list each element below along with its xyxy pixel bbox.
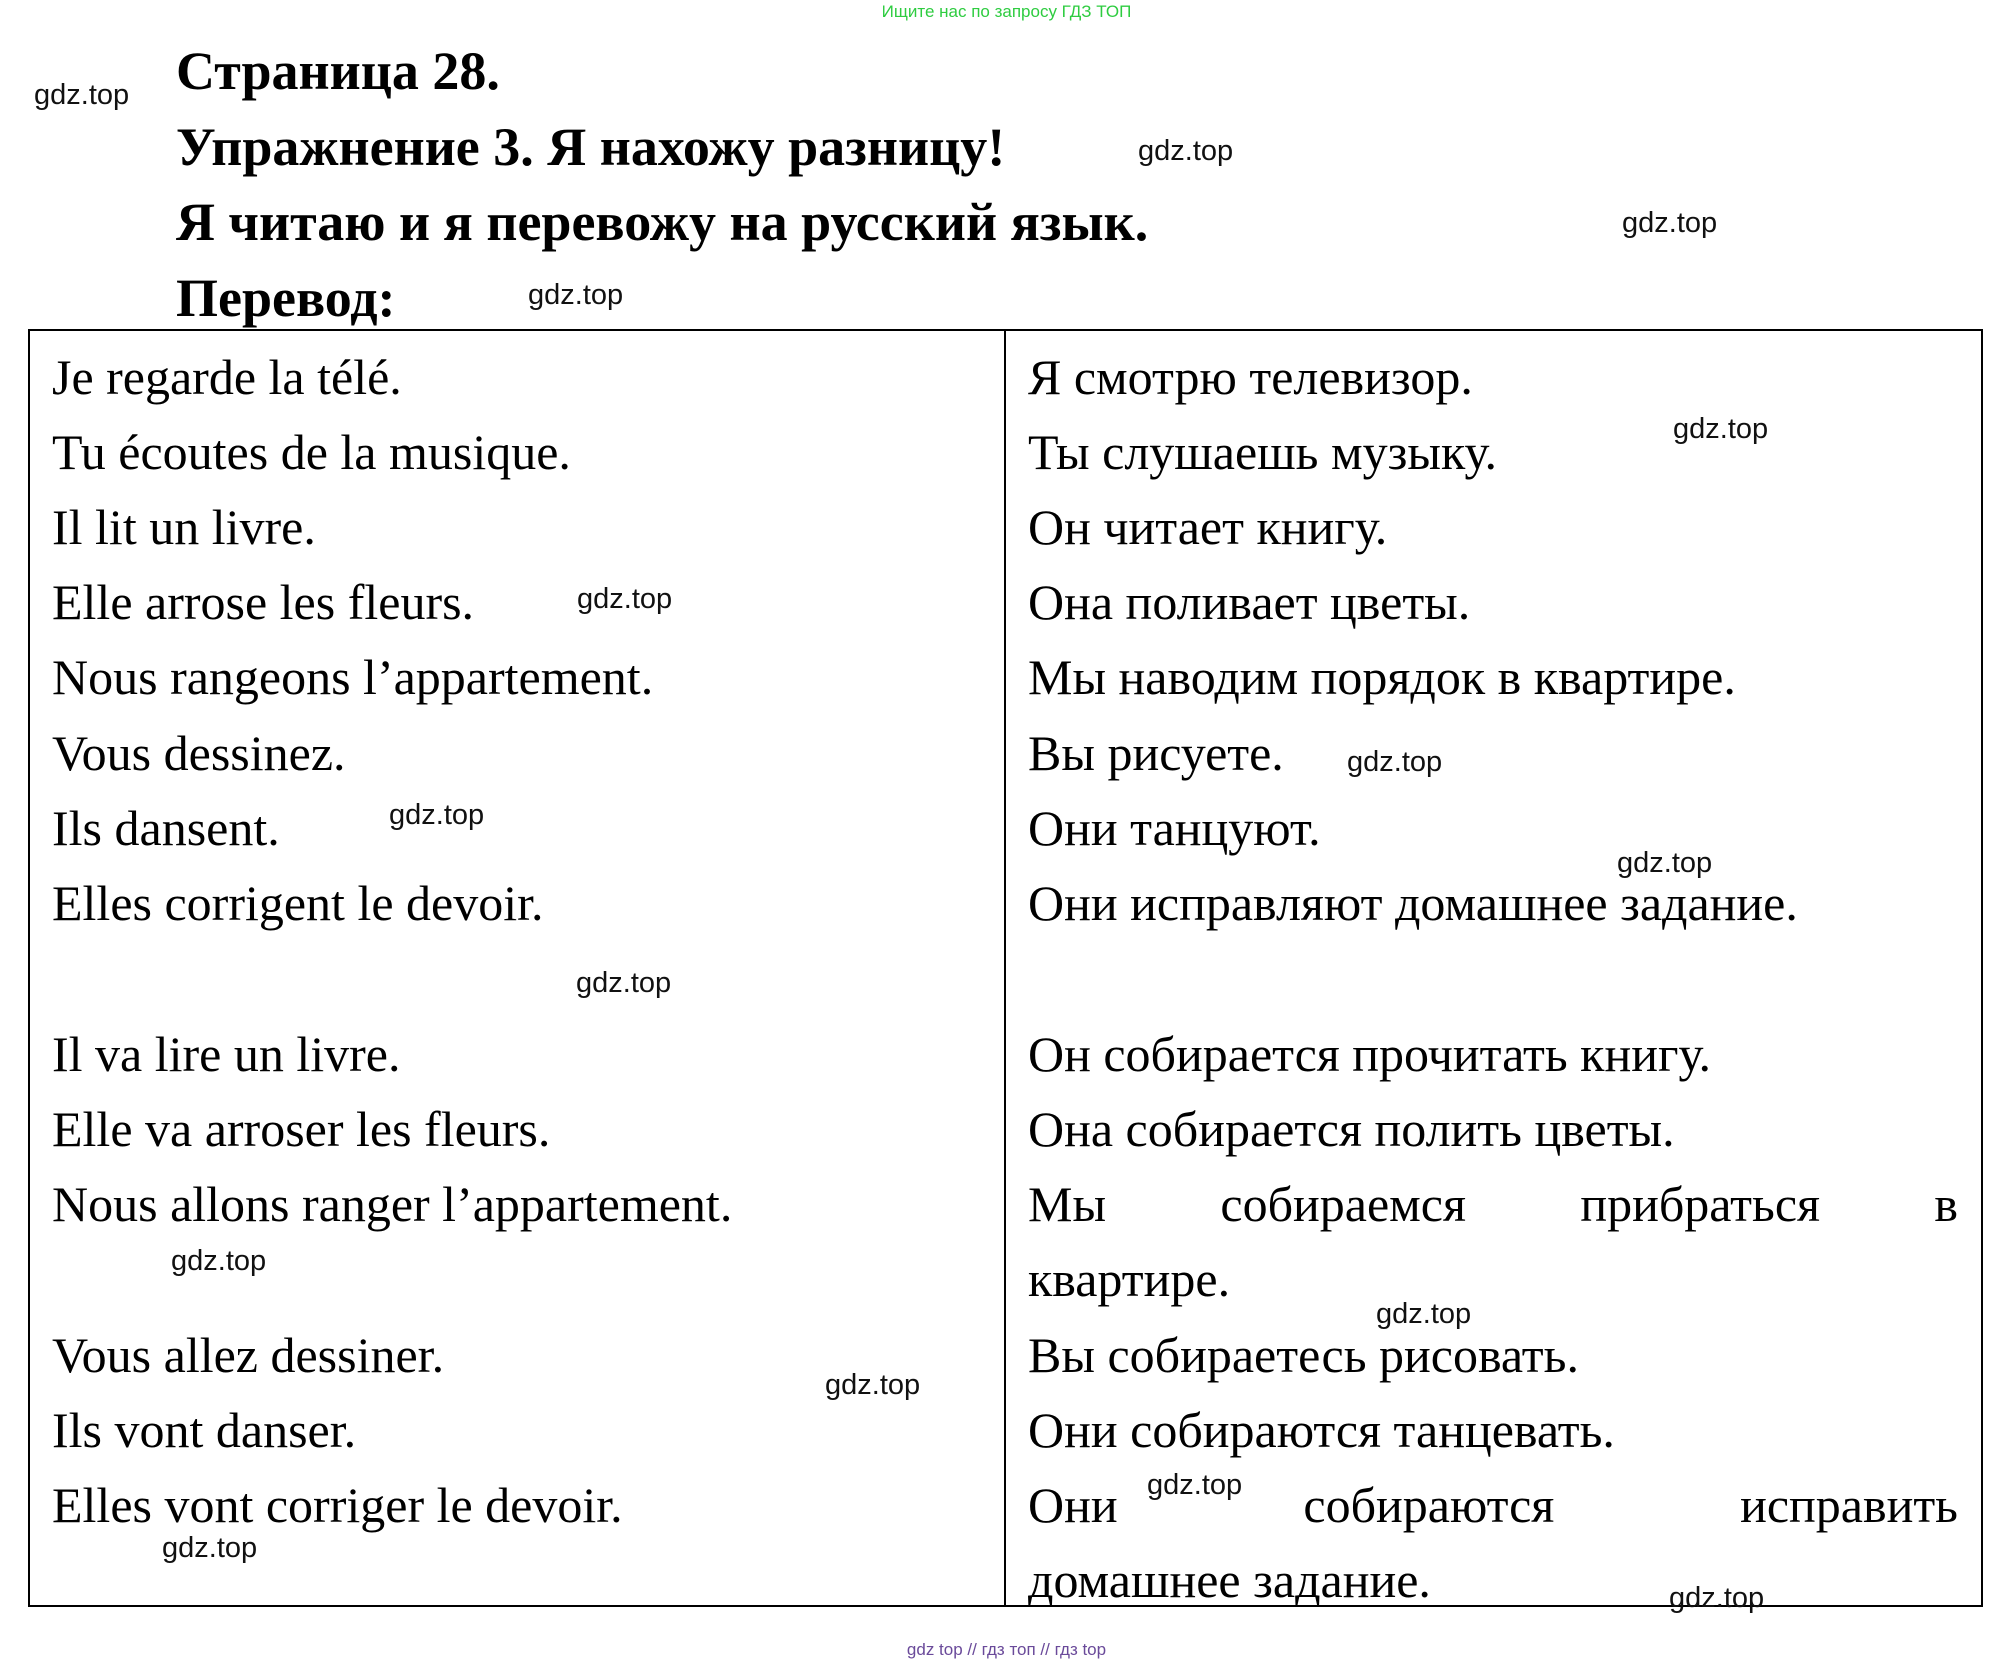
word: исправить — [1740, 1477, 1958, 1533]
french-line: Nous rangeons l’appartement. — [52, 649, 654, 705]
russian-line: Мы наводим порядок в квартире. — [1028, 649, 1736, 705]
russian-line: Она поливает цветы. — [1028, 574, 1471, 630]
russian-line: Я смотрю телевизор. — [1028, 349, 1473, 405]
french-line: Tu écoutes de la musique. — [52, 424, 571, 480]
word: собираются — [1303, 1477, 1555, 1533]
word: в — [1934, 1176, 1958, 1232]
russian-line-justified — [1028, 1174, 1958, 1234]
table-divider — [1004, 329, 1006, 1607]
word: Они — [1028, 1477, 1118, 1533]
watermark-text: gdz.top — [1138, 135, 1234, 167]
french-line: Je regarde la télé. — [52, 349, 402, 405]
word: Мы — [1028, 1176, 1107, 1232]
instruction-text: Я читаю и я перевожу на русский язык. — [176, 192, 1149, 252]
french-line: Vous allez dessiner. — [52, 1327, 445, 1383]
watermark-text: gdz.top — [1617, 847, 1713, 879]
watermark-text: gdz.top — [1347, 746, 1443, 778]
french-line: Elles corrigent le devoir. — [52, 875, 544, 931]
watermark-text: gdz.top — [1673, 413, 1769, 445]
russian-line-continued: домашнее задание. — [1028, 1552, 1431, 1608]
watermark-text: gdz.top — [576, 967, 672, 999]
word: прибраться — [1580, 1176, 1821, 1232]
watermark-text: gdz.top — [1147, 1469, 1243, 1501]
french-line: Elle arrose les fleurs. — [52, 574, 475, 630]
word: собираемся — [1220, 1176, 1466, 1232]
watermark-text: gdz.top — [1622, 207, 1718, 239]
french-line: Nous allons ranger l’appartement. — [52, 1176, 733, 1232]
french-line: Il va lire un livre. — [52, 1026, 401, 1082]
footer-links[interactable]: gdz top // гдз топ // гдз top — [906, 1640, 1107, 1659]
watermark-text: gdz.top — [528, 279, 624, 311]
watermark-text: gdz.top — [162, 1532, 258, 1564]
russian-line: Ты слушаешь музыку. — [1028, 424, 1498, 480]
page-title: Страница 28. — [176, 41, 500, 101]
russian-line: Вы собираетесь рисовать. — [1028, 1327, 1579, 1383]
translation-label: Перевод: — [176, 268, 396, 328]
russian-line: Она собирается полить цветы. — [1028, 1101, 1675, 1157]
watermark-text: gdz.top — [825, 1369, 921, 1401]
watermark-text: gdz.top — [389, 799, 485, 831]
exercise-title: Упражнение 3. Я нахожу разницу! — [176, 117, 1006, 177]
french-line: Elle va arroser les fleurs. — [52, 1101, 551, 1157]
watermark-text: gdz.top — [1376, 1298, 1472, 1330]
russian-line: Он собирается прочитать книгу. — [1028, 1026, 1711, 1082]
russian-line-continued: квартире. — [1028, 1251, 1231, 1307]
search-banner[interactable]: Ищите нас по запросу ГДЗ ТОП — [881, 2, 1132, 21]
french-line: Elles vont corriger le devoir. — [52, 1477, 623, 1533]
french-line: Vous dessinez. — [52, 725, 346, 781]
russian-line: Они собираются танцевать. — [1028, 1402, 1615, 1458]
watermark-text: gdz.top — [1669, 1582, 1765, 1614]
french-line: Ils vont danser. — [52, 1402, 357, 1458]
watermark-text: gdz.top — [171, 1245, 267, 1277]
russian-line: Он читает книгу. — [1028, 499, 1388, 555]
watermark-text: gdz.top — [577, 583, 673, 615]
russian-line: Вы рисуете. — [1028, 725, 1284, 781]
watermark-text: gdz.top — [34, 79, 130, 111]
russian-line: Они исправляют домашнее задание. — [1028, 875, 1798, 931]
french-line: Il lit un livre. — [52, 499, 316, 555]
french-line: Ils dansent. — [52, 800, 280, 856]
russian-line: Они танцуют. — [1028, 800, 1321, 856]
